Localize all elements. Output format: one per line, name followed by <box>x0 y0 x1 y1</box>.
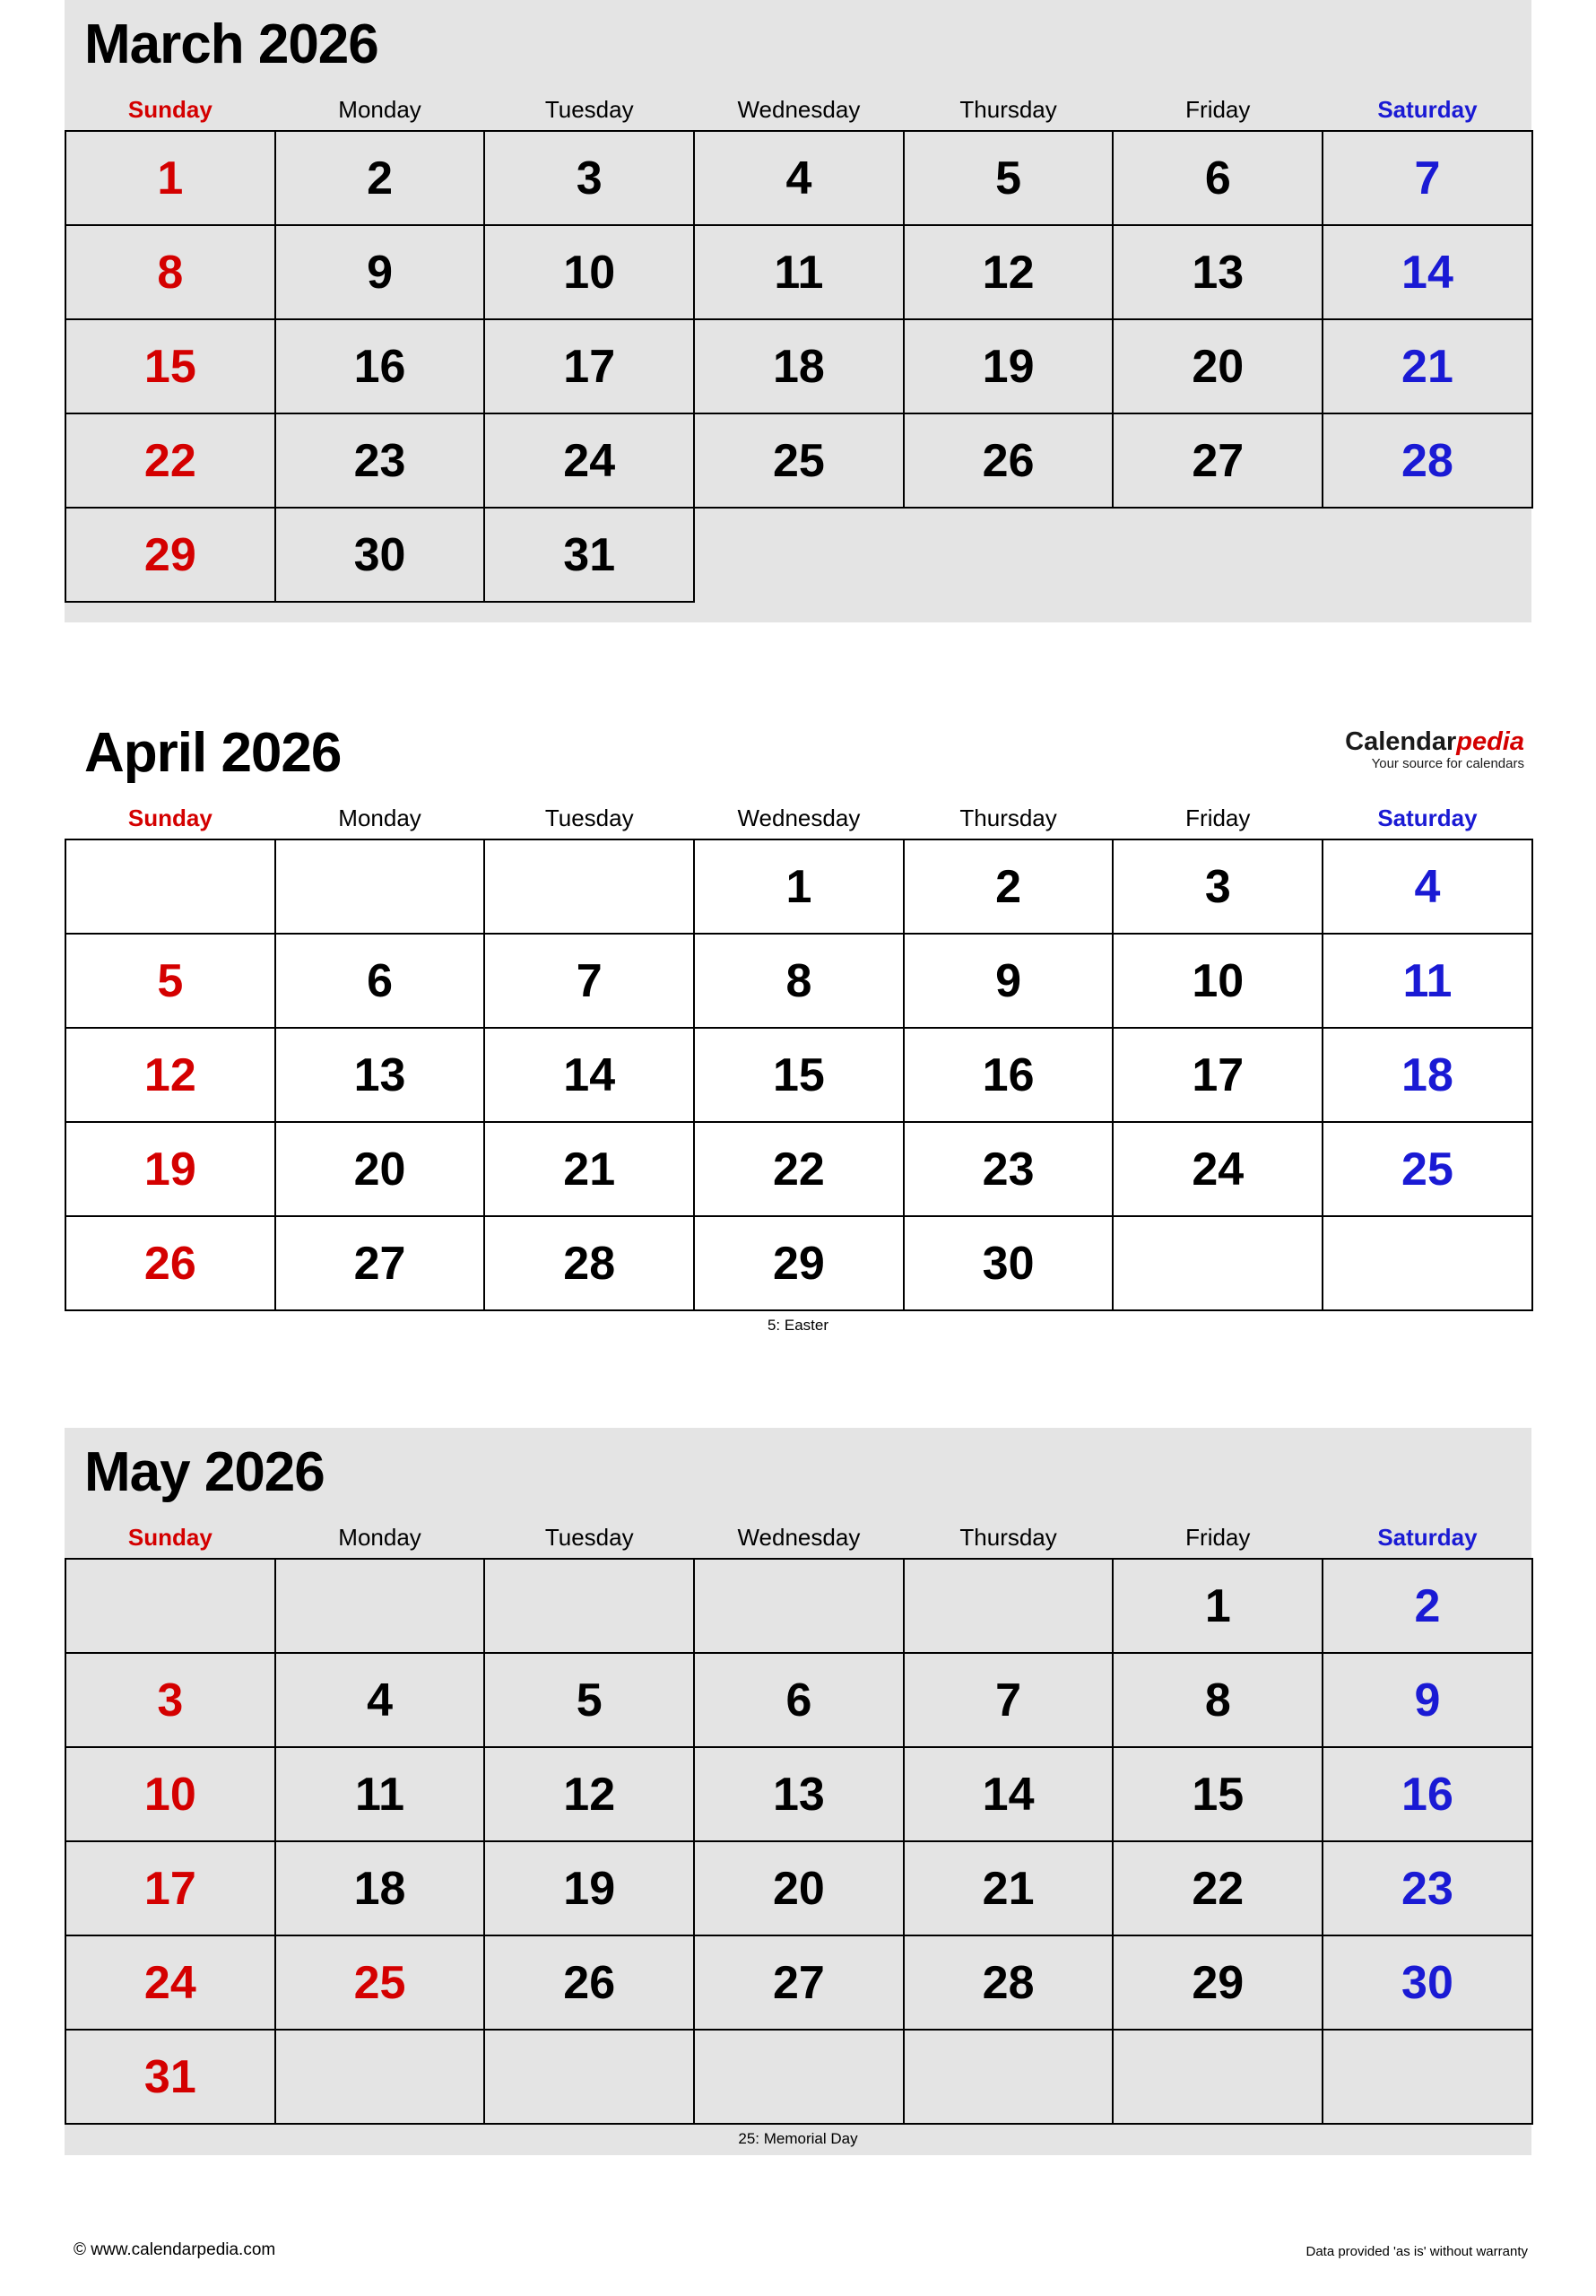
day-cell[interactable]: 15 <box>694 1028 904 1122</box>
month-note-april: 5: Easter <box>767 1317 829 1334</box>
day-cell[interactable]: 1 <box>694 839 904 934</box>
weekday-header-row <box>65 93 1532 131</box>
day-cell[interactable]: 25 <box>694 413 904 508</box>
weekday-tuesday: Tuesday <box>544 804 634 831</box>
day-cell[interactable]: 20 <box>694 1841 904 1935</box>
day-cell[interactable]: 10 <box>484 225 694 319</box>
day-cell[interactable]: 20 <box>1113 319 1323 413</box>
calendarpedia-logo <box>1345 728 1524 771</box>
month-title-may: May 2026 <box>84 1441 325 1503</box>
weekday-monday: Monday <box>338 96 421 123</box>
day-cell-empty <box>694 508 904 602</box>
day-cell[interactable]: 29 <box>1113 1935 1323 2030</box>
weekday-monday: Monday <box>338 1524 421 1551</box>
weekday-tuesday: Tuesday <box>544 96 634 123</box>
day-cell[interactable]: 8 <box>65 225 275 319</box>
day-cell-empty <box>1323 1216 1532 1310</box>
month-footer-spacer <box>65 603 1531 622</box>
week-row <box>65 319 1532 413</box>
week-row <box>65 225 1532 319</box>
week-row <box>65 839 1532 934</box>
month-note-may: 25: Memorial Day <box>738 2130 858 2147</box>
day-cell[interactable]: 27 <box>694 1935 904 2030</box>
week-row <box>65 1935 1532 2030</box>
weekday-sunday: Sunday <box>127 804 213 831</box>
day-cell[interactable]: 23 <box>1323 1841 1532 1935</box>
day-cell[interactable]: 22 <box>694 1122 904 1216</box>
week-row <box>65 1559 1532 1653</box>
day-cell[interactable]: 18 <box>275 1841 485 1935</box>
day-cell[interactable]: 4 <box>1323 839 1532 934</box>
day-cell[interactable]: 12 <box>484 1747 694 1841</box>
day-cell[interactable]: 19 <box>904 319 1114 413</box>
day-cell-empty <box>1113 508 1323 602</box>
month-title-april: April 2026 <box>84 722 342 784</box>
day-cell[interactable]: 30 <box>275 508 485 602</box>
day-cell[interactable]: 20 <box>275 1122 485 1216</box>
week-row <box>65 1216 1532 1310</box>
day-cell[interactable]: 9 <box>1323 1653 1532 1747</box>
weekday-monday: Monday <box>338 804 421 831</box>
day-cell[interactable]: 11 <box>275 1747 485 1841</box>
day-cell-empty <box>904 508 1114 602</box>
month-title-march: March 2026 <box>84 13 378 75</box>
day-cell[interactable]: 30 <box>1323 1935 1532 2030</box>
day-cell[interactable]: 10 <box>1113 934 1323 1028</box>
day-cell[interactable]: 3 <box>1113 839 1323 934</box>
day-cell[interactable]: 11 <box>1323 934 1532 1028</box>
day-cell[interactable]: 28 <box>904 1935 1114 2030</box>
weekday-thursday: Thursday <box>959 96 1057 123</box>
weekday-tuesday: Tuesday <box>544 1524 634 1551</box>
day-cell-empty <box>904 2030 1114 2124</box>
logo-wordmark <box>1345 728 1524 755</box>
day-cell[interactable]: 15 <box>1113 1747 1323 1841</box>
month-header-april <box>65 709 1531 802</box>
week-row <box>65 1747 1532 1841</box>
day-cell[interactable]: 5 <box>484 1653 694 1747</box>
day-cell[interactable]: 3 <box>484 131 694 225</box>
month-grid-april <box>65 802 1533 1311</box>
month-block-april <box>65 709 1531 1342</box>
day-cell[interactable]: 2 <box>1323 1559 1532 1653</box>
month-gap <box>65 622 1531 709</box>
month-gap <box>65 1342 1531 1428</box>
week-row <box>65 2030 1532 2124</box>
day-cell[interactable]: 26 <box>904 413 1114 508</box>
page-footer <box>65 2240 1531 2266</box>
day-cell[interactable]: 23 <box>904 1122 1114 1216</box>
day-cell[interactable]: 5 <box>904 131 1114 225</box>
day-cell[interactable]: 16 <box>904 1028 1114 1122</box>
day-cell[interactable]: 21 <box>1323 319 1532 413</box>
day-cell[interactable]: 1 <box>1113 1559 1323 1653</box>
day-cell[interactable]: 30 <box>904 1216 1114 1310</box>
month-grid-march <box>65 93 1533 603</box>
day-cell[interactable]: 21 <box>904 1841 1114 1935</box>
day-cell[interactable]: 15 <box>65 319 275 413</box>
day-cell[interactable]: 7 <box>484 934 694 1028</box>
day-cell[interactable]: 7 <box>1323 131 1532 225</box>
day-cell[interactable]: 16 <box>275 319 485 413</box>
weekday-thursday: Thursday <box>959 804 1057 831</box>
day-cell[interactable]: 17 <box>484 319 694 413</box>
day-cell-empty <box>275 1559 485 1653</box>
day-cell[interactable]: 9 <box>275 225 485 319</box>
day-cell[interactable]: 29 <box>65 508 275 602</box>
day-cell[interactable]: 8 <box>1113 1653 1323 1747</box>
day-cell-empty <box>275 839 485 934</box>
day-cell[interactable]: 17 <box>65 1841 275 1935</box>
weekday-friday: Friday <box>1185 804 1251 831</box>
weekday-saturday: Saturday <box>1377 1524 1478 1551</box>
day-cell-empty <box>694 1559 904 1653</box>
day-cell[interactable]: 6 <box>1113 131 1323 225</box>
day-cell[interactable]: 19 <box>484 1841 694 1935</box>
day-cell[interactable]: 31 <box>484 508 694 602</box>
footer-copyright[interactable]: © www.calendarpedia.com <box>74 2240 276 2259</box>
week-row <box>65 1122 1532 1216</box>
day-cell[interactable]: 8 <box>694 934 904 1028</box>
day-cell[interactable]: 2 <box>275 131 485 225</box>
weekday-saturday: Saturday <box>1377 804 1478 831</box>
day-cell[interactable]: 17 <box>1113 1028 1323 1122</box>
day-cell[interactable]: 13 <box>275 1028 485 1122</box>
day-cell[interactable]: 14 <box>484 1028 694 1122</box>
weekday-sunday: Sunday <box>127 1524 213 1551</box>
day-cell[interactable]: 3 <box>65 1653 275 1747</box>
month-header-may <box>65 1428 1531 1521</box>
day-cell[interactable]: 4 <box>275 1653 485 1747</box>
day-cell[interactable]: 10 <box>65 1747 275 1841</box>
logo-tagline: Your source for calendars <box>1371 756 1524 772</box>
week-row <box>65 413 1532 508</box>
day-cell[interactable]: 9 <box>904 934 1114 1028</box>
week-row <box>65 1841 1532 1935</box>
day-cell[interactable]: 26 <box>484 1935 694 2030</box>
day-cell-empty <box>904 1559 1114 1653</box>
day-cell-empty <box>484 839 694 934</box>
weekday-friday: Friday <box>1185 1524 1251 1551</box>
weekday-sunday: Sunday <box>127 96 213 123</box>
day-cell[interactable]: 14 <box>904 1747 1114 1841</box>
day-cell[interactable]: 11 <box>694 225 904 319</box>
day-cell[interactable]: 24 <box>65 1935 275 2030</box>
day-cell[interactable]: 27 <box>275 1216 485 1310</box>
day-cell[interactable]: 28 <box>1323 413 1532 508</box>
day-cell[interactable]: 14 <box>1323 225 1532 319</box>
week-row <box>65 1653 1532 1747</box>
weekday-header-row <box>65 1521 1532 1559</box>
day-cell[interactable]: 26 <box>65 1216 275 1310</box>
weekday-wednesday: Wednesday <box>737 1524 861 1551</box>
day-cell[interactable]: 22 <box>1113 1841 1323 1935</box>
day-cell[interactable]: 1 <box>65 131 275 225</box>
logo-word-pedia: pedia <box>1456 727 1524 756</box>
day-cell-empty <box>275 2030 485 2124</box>
day-cell-empty <box>1323 2030 1532 2124</box>
day-cell[interactable]: 22 <box>65 413 275 508</box>
week-row <box>65 508 1532 602</box>
day-cell-empty <box>1113 1216 1323 1310</box>
day-cell[interactable]: 7 <box>904 1653 1114 1747</box>
day-cell-empty <box>694 2030 904 2124</box>
day-cell[interactable]: 4 <box>694 131 904 225</box>
week-row <box>65 934 1532 1028</box>
day-cell[interactable]: 28 <box>484 1216 694 1310</box>
day-cell[interactable]: 24 <box>1113 1122 1323 1216</box>
day-cell[interactable]: 18 <box>694 319 904 413</box>
day-cell-empty <box>484 1559 694 1653</box>
day-cell[interactable]: 13 <box>1113 225 1323 319</box>
day-cell[interactable]: 5 <box>65 934 275 1028</box>
day-cell[interactable]: 19 <box>65 1122 275 1216</box>
day-cell-empty <box>65 839 275 934</box>
day-cell[interactable]: 12 <box>65 1028 275 1122</box>
weekday-wednesday: Wednesday <box>737 804 861 831</box>
footer-disclaimer: Data provided 'as is' without warranty <box>1305 2244 1528 2259</box>
day-cell[interactable]: 24 <box>484 413 694 508</box>
day-cell[interactable]: 13 <box>694 1747 904 1841</box>
day-cell[interactable]: 23 <box>275 413 485 508</box>
weekday-thursday: Thursday <box>959 1524 1057 1551</box>
day-cell-empty <box>1113 2030 1323 2124</box>
day-cell-empty <box>484 2030 694 2124</box>
day-cell[interactable]: 6 <box>275 934 485 1028</box>
month-block-march <box>65 0 1531 622</box>
day-cell[interactable]: 25 <box>275 1935 485 2030</box>
day-cell[interactable]: 2 <box>904 839 1114 934</box>
day-cell[interactable]: 25 <box>1323 1122 1532 1216</box>
day-cell[interactable]: 6 <box>694 1653 904 1747</box>
week-row <box>65 131 1532 225</box>
day-cell[interactable]: 31 <box>65 2030 275 2124</box>
weekday-wednesday: Wednesday <box>737 96 861 123</box>
month-header-march <box>65 0 1531 93</box>
day-cell[interactable]: 27 <box>1113 413 1323 508</box>
logo-word-calendar: Calendar <box>1345 727 1457 756</box>
month-grid-may <box>65 1521 1533 2125</box>
day-cell[interactable]: 12 <box>904 225 1114 319</box>
day-cell-empty <box>65 1559 275 1653</box>
weekday-header-row <box>65 802 1532 839</box>
day-cell[interactable]: 29 <box>694 1216 904 1310</box>
week-row <box>65 1028 1532 1122</box>
day-cell[interactable]: 18 <box>1323 1028 1532 1122</box>
weekday-friday: Friday <box>1185 96 1251 123</box>
month-block-may <box>65 1428 1531 2155</box>
day-cell-empty <box>1323 508 1532 602</box>
weekday-saturday: Saturday <box>1377 96 1478 123</box>
day-cell[interactable]: 21 <box>484 1122 694 1216</box>
day-cell[interactable]: 16 <box>1323 1747 1532 1841</box>
